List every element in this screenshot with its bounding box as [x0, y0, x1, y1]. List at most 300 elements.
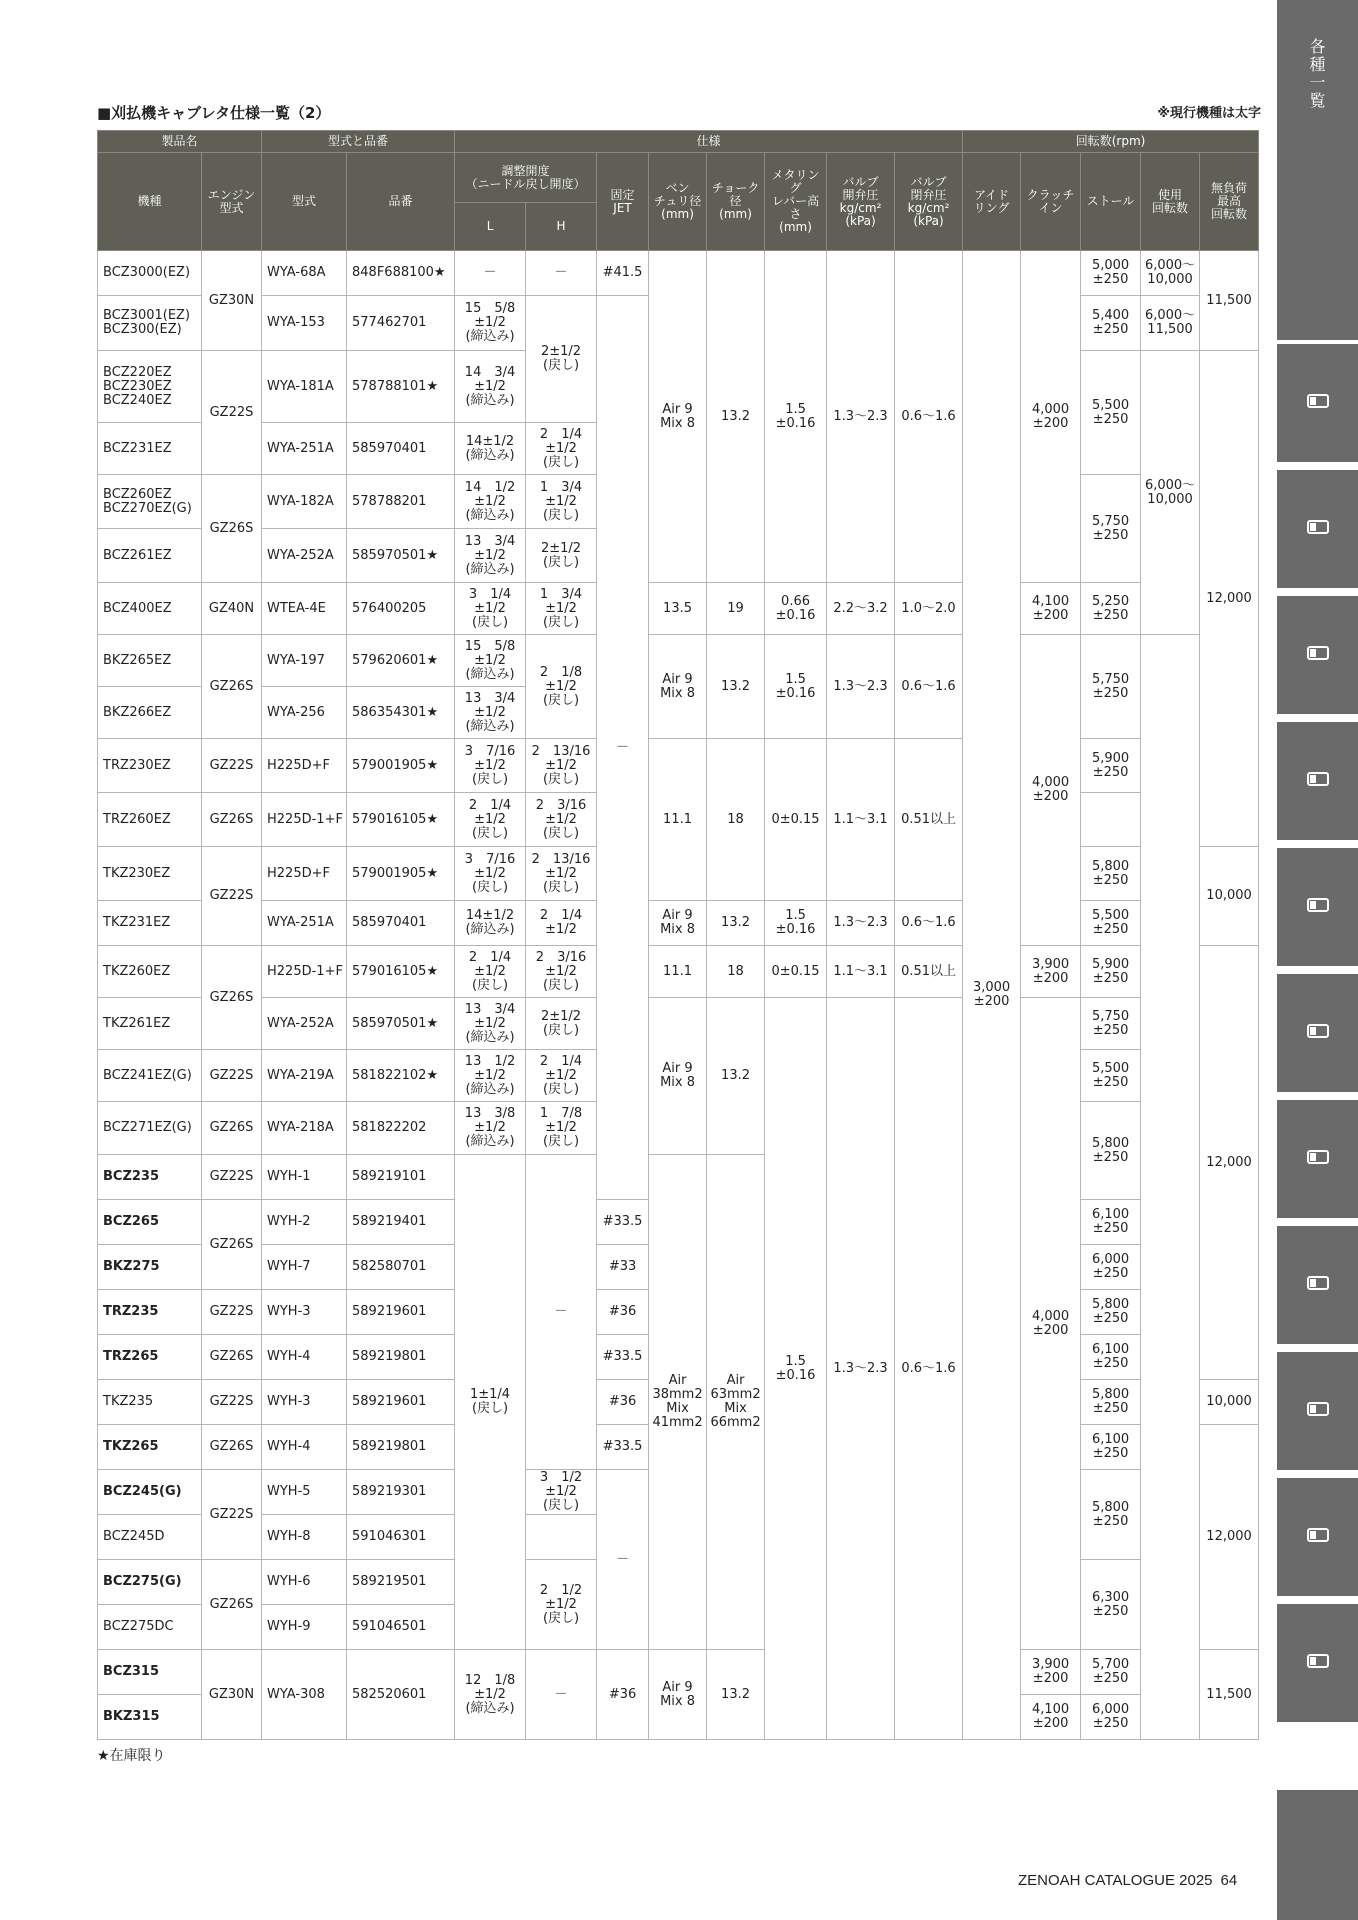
table-cell: GZ26S [202, 475, 262, 583]
table-cell: 5,750 ±250 [1081, 635, 1141, 739]
tab-cultivator[interactable] [1277, 1352, 1358, 1470]
table-cell: 579016105★ [347, 946, 455, 998]
table-cell: BCZ241EZ(G) [98, 1050, 202, 1102]
table-cell: TKZ231EZ [98, 901, 202, 946]
table-cell: 0.6～1.6 [895, 635, 963, 739]
table-cell: GZ26S [202, 1425, 262, 1470]
table-cell: 1.1～3.1 [827, 739, 895, 901]
table-cell: － [597, 1470, 649, 1650]
cultivator-icon [1303, 1394, 1333, 1428]
table-cell: 1±1/4 (戻し) [455, 1155, 526, 1650]
table-cell: 2 1/2 ±1/2 (戻し) [526, 1560, 597, 1650]
table-cell: GZ26S [202, 1200, 262, 1290]
table-cell: 13 3/8 ±1/2 (締込み) [455, 1102, 526, 1155]
table-cell: 13.5 [649, 583, 707, 635]
table-cell: GZ22S [202, 1380, 262, 1425]
table-cell: 577462701 [347, 296, 455, 351]
table-cell: WYA-308 [262, 1650, 347, 1740]
table-cell: WYH-3 [262, 1290, 347, 1335]
tab-label: 各 種 一 覧 [1309, 37, 1326, 110]
table-cell: 581822102★ [347, 1050, 455, 1102]
carburetor-spec-table [97, 130, 1259, 1740]
table-cell: TRZ230EZ [98, 739, 202, 793]
table-cell: 3 7/16 ±1/2 (戻し) [455, 739, 526, 793]
table-row [98, 901, 1259, 946]
table-cell: 12 1/8 ±1/2 (締込み) [455, 1650, 526, 1740]
table-cell: 3,900 ±200 [1021, 946, 1081, 998]
table-cell: 585970501★ [347, 529, 455, 583]
blower-icon [1303, 890, 1333, 924]
header-type-part: 型式と品番 [262, 131, 455, 153]
table-cell: － [526, 1650, 597, 1740]
table-cell: WYA-68A [262, 251, 347, 296]
table-cell: GZ40N [202, 583, 262, 635]
header-H: H [526, 203, 597, 251]
table-cell: 5,800 ±250 [1081, 1470, 1141, 1560]
table-cell: 585970401 [347, 901, 455, 946]
table-cell: 582520601 [347, 1650, 455, 1740]
table-cell: 2 1/4 ±1/2 (戻し) [455, 946, 526, 998]
sprayer-icon [1303, 1142, 1333, 1176]
table-cell: 6,000 ±250 [1081, 1245, 1141, 1290]
stock-footnote: ★在庫限り [97, 1748, 166, 1764]
table-cell: WYA-153 [262, 296, 347, 351]
table-cell: TKZ230EZ [98, 847, 202, 901]
table-cell: 0.66 ±0.16 [765, 583, 827, 635]
table-cell: WYH-9 [262, 1605, 347, 1650]
table-cell: 589219301 [347, 1470, 455, 1515]
table-cell [1141, 635, 1200, 1740]
table-cell: 578788201 [347, 475, 455, 529]
table-cell: GZ22S [202, 1155, 262, 1200]
table-cell: WYA-197 [262, 635, 347, 687]
table-cell: 5,900 ±250 [1081, 946, 1141, 998]
table-cell: 581822202 [347, 1102, 455, 1155]
table-cell: BCZ235 [98, 1155, 202, 1200]
table-cell: 12,000 [1200, 946, 1259, 1380]
table-cell: WYH-4 [262, 1335, 347, 1380]
table-cell: 0.51以上 [895, 946, 963, 998]
table-cell: Air 9 Mix 8 [649, 251, 707, 583]
table-cell: 579001905★ [347, 739, 455, 793]
table-cell: WYA-256 [262, 687, 347, 739]
table-cell: 585970401 [347, 423, 455, 475]
table-cell: 579001905★ [347, 847, 455, 901]
table-cell: 0.6～1.6 [895, 901, 963, 946]
table-cell: Air 9 Mix 8 [649, 635, 707, 739]
table-cell: TRZ235 [98, 1290, 202, 1335]
table-cell: 2 1/4 ±1/2 (戻し) [455, 793, 526, 847]
table-cell: #33.5 [597, 1200, 649, 1245]
header-venturi: ベン チュリ径 (mm) [649, 153, 707, 251]
table-cell: Air 9 Mix 8 [649, 901, 707, 946]
table-cell: 13 3/4 ±1/2 (締込み) [455, 998, 526, 1050]
table-cell: 5,500 ±250 [1081, 901, 1141, 946]
table-cell: GZ30N [202, 1650, 262, 1740]
table-cell: WYA-218A [262, 1102, 347, 1155]
table-cell: 1.5 ±0.16 [765, 635, 827, 739]
table-cell: GZ22S [202, 847, 262, 946]
table-cell: Air 9 Mix 8 [649, 1650, 707, 1740]
table-cell: 2±1/2 (戻し) [526, 529, 597, 583]
table-cell: 6,300 ±250 [1081, 1560, 1141, 1650]
table-cell: H225D-1+F [262, 793, 347, 847]
header-clutch: クラッチ イン [1021, 153, 1081, 251]
table-cell: 2 3/16 ±1/2 (戻し) [526, 793, 597, 847]
table-cell: 1.0～2.0 [895, 583, 963, 635]
table-cell: 1 7/8 ±1/2 (戻し) [526, 1102, 597, 1155]
header-use-rpm: 使用 回転数 [1141, 153, 1200, 251]
table-cell: 14 3/4 ±1/2 (締込み) [455, 351, 526, 423]
header-valve-close: バルブ 閉弁圧 kg/cm² (kPa) [895, 153, 963, 251]
table-cell: 11,500 [1200, 1650, 1259, 1740]
table-cell: BCZ275DC [98, 1605, 202, 1650]
table-cell: GZ22S [202, 351, 262, 475]
table-cell: GZ26S [202, 793, 262, 847]
table-cell: 18 [707, 946, 765, 998]
table-cell: 2±1/2 (戻し) [526, 296, 597, 423]
table-cell: 579016105★ [347, 793, 455, 847]
table-cell: GZ26S [202, 1335, 262, 1380]
table-cell: 2 1/4 ±1/2 (戻し) [526, 1050, 597, 1102]
table-cell: 10,000 [1200, 1380, 1259, 1425]
table-cell: 6,000～ 10,000 [1141, 351, 1200, 635]
table-cell: 589219601 [347, 1380, 455, 1425]
table-cell: 578788101★ [347, 351, 455, 423]
table-row [98, 998, 1259, 1050]
table-cell: 6,100 ±250 [1081, 1425, 1141, 1470]
tab-hedge-trimmer[interactable] [1277, 722, 1358, 840]
table-cell: GZ26S [202, 635, 262, 739]
table-row [98, 635, 1259, 687]
table-cell: 3 7/16 ±1/2 (戻し) [455, 847, 526, 901]
header-metering: メタリング レバー高さ (mm) [765, 153, 827, 251]
header-hinban: 品番 [347, 153, 455, 251]
table-cell: 11.1 [649, 946, 707, 998]
table-row [98, 251, 1259, 296]
table-cell: 6,000～ 11,500 [1141, 296, 1200, 351]
table-cell: － [597, 296, 649, 1200]
table-cell: 14±1/2 (締込み) [455, 901, 526, 946]
header-valve-open: バルブ 開弁圧 kg/cm² (kPa) [827, 153, 895, 251]
table-cell: 1.1～3.1 [827, 946, 895, 998]
header-katashiki: 型式 [262, 153, 347, 251]
tab-tank[interactable] [1277, 1226, 1358, 1344]
table-cell: WYH-2 [262, 1200, 347, 1245]
table-cell: BCZ400EZ [98, 583, 202, 635]
table-cell: 579620601★ [347, 635, 455, 687]
tab-auger[interactable] [1277, 974, 1358, 1092]
tank-icon [1303, 1268, 1333, 1302]
table-cell: BCZ315 [98, 1650, 202, 1695]
table-cell: 586354301★ [347, 687, 455, 739]
table-cell [1081, 793, 1141, 847]
table-cell: 5,000 ±250 [1081, 251, 1141, 296]
table-cell: #41.5 [597, 251, 649, 296]
table-cell: BCZ261EZ [98, 529, 202, 583]
table-cell: 3 1/2 ±1/2 (戻し) [526, 1470, 597, 1515]
table-cell: BCZ231EZ [98, 423, 202, 475]
table-cell: GZ22S [202, 739, 262, 793]
table-cell: 582580701 [347, 1245, 455, 1290]
table-cell: 6,100 ±250 [1081, 1335, 1141, 1380]
table-cell: WYA-251A [262, 423, 347, 475]
table-cell: 15 5/8 ±1/2 (締込み) [455, 296, 526, 351]
page-title: ■刈払機キャブレタ仕様一覧（2） [97, 104, 331, 122]
table-cell: 4,100 ±200 [1021, 583, 1081, 635]
table-row [98, 583, 1259, 635]
tab-gray[interactable] [1277, 1790, 1358, 1920]
table-cell: 5,700 ±250 [1081, 1650, 1141, 1695]
page-footer [1010, 1872, 1237, 1889]
table-cell: 5,750 ±250 [1081, 475, 1141, 583]
table-cell: － [455, 251, 526, 296]
table-cell: 13.2 [707, 1650, 765, 1740]
tab-sprayer[interactable] [1277, 1100, 1358, 1218]
table-cell: BCZ265 [98, 1200, 202, 1245]
page-number: 64 [1220, 1872, 1238, 1889]
table-cell: 2 3/16 ±1/2 (戻し) [526, 946, 597, 998]
table-cell: 6,000～ 10,000 [1141, 251, 1200, 296]
header-choke: チョーク 径 (mm) [707, 153, 765, 251]
header-product-name: 製品名 [98, 131, 262, 153]
table-cell: #33 [597, 1245, 649, 1290]
table-cell: 585970501★ [347, 998, 455, 1050]
table-cell: 0±0.15 [765, 739, 827, 901]
table-cell: 589219401 [347, 1200, 455, 1245]
header-L: L [455, 203, 526, 251]
table-cell: 13 1/2 ±1/2 (締込み) [455, 1050, 526, 1102]
table-cell: 2.2～3.2 [827, 583, 895, 635]
table-cell: 1.5 ±0.16 [765, 901, 827, 946]
table-cell: 12,000 [1200, 351, 1259, 847]
table-cell: 1.5 ±0.16 [765, 251, 827, 583]
table-cell: 19 [707, 583, 765, 635]
table-cell: WYA-219A [262, 1050, 347, 1102]
table-cell: 13.2 [707, 251, 765, 583]
table-cell: 1.3～2.3 [827, 998, 895, 1740]
table-cell: 0.6～1.6 [895, 998, 963, 1740]
table-cell: 2 1/8 ±1/2 (戻し) [526, 635, 597, 739]
table-cell: 5,750 ±250 [1081, 998, 1141, 1050]
table-cell: WYH-5 [262, 1470, 347, 1515]
table-cell: BCZ245D [98, 1515, 202, 1560]
table-cell: 1.5 ±0.16 [765, 998, 827, 1740]
battery-icon [1303, 386, 1333, 420]
table-cell: WYA-251A [262, 901, 347, 946]
table-row [98, 1650, 1259, 1695]
tab-trimmer[interactable] [1277, 470, 1358, 588]
tab-tractor[interactable] [1277, 1604, 1358, 1722]
tab-battery[interactable] [1277, 344, 1358, 462]
table-cell: 10,000 [1200, 847, 1259, 946]
table-cell: 6,000 ±250 [1081, 1695, 1141, 1740]
table-cell: GZ22S [202, 1470, 262, 1560]
table-cell: 5,800 ±250 [1081, 847, 1141, 901]
table-cell: BKZ265EZ [98, 635, 202, 687]
table-cell: 5,900 ±250 [1081, 739, 1141, 793]
table-cell: 848F688100★ [347, 251, 455, 296]
table-cell: 589219501 [347, 1560, 455, 1605]
table-cell: 13 3/4 ±1/2 (締込み) [455, 529, 526, 583]
table-cell: 0±0.15 [765, 946, 827, 998]
table-cell: GZ26S [202, 946, 262, 1050]
table-cell: 5,800 ±250 [1081, 1290, 1141, 1335]
sidebar [1277, 0, 1358, 1920]
table-cell: WTEA-4E [262, 583, 347, 635]
catalogue-name: ZENOAH CATALOGUE 2025 [1018, 1872, 1213, 1889]
header-idle: アイド リング [963, 153, 1021, 251]
table-cell: 13.2 [707, 901, 765, 946]
table-cell: GZ30N [202, 251, 262, 351]
table-cell: 5,400 ±250 [1081, 296, 1141, 351]
table-cell: 2 13/16 ±1/2 (戻し) [526, 739, 597, 793]
table-cell: #33.5 [597, 1335, 649, 1380]
table-cell: 5,500 ±250 [1081, 351, 1141, 475]
current-model-note: ※現行機種は太字 [1157, 106, 1261, 121]
table-cell: 14±1/2 (締込み) [455, 423, 526, 475]
table-cell: 589219801 [347, 1425, 455, 1470]
tab-chainsaw[interactable] [1277, 596, 1358, 714]
table-cell: BCZ220EZ BCZ230EZ BCZ240EZ [98, 351, 202, 423]
table-cell: TKZ260EZ [98, 946, 202, 998]
table-cell: WYA-182A [262, 475, 347, 529]
table-cell: Air 38mm2 Mix 41mm2 [649, 1155, 707, 1650]
header-fixed-jet: 固定 JET [597, 153, 649, 251]
header-model: 機種 [98, 153, 202, 251]
table-cell: WYA-252A [262, 529, 347, 583]
table-cell: BCZ3001(EZ) BCZ300(EZ) [98, 296, 202, 351]
header-adjust: 調整開度 （ニードル戻し開度） [455, 153, 597, 203]
table-cell: BCZ245(G) [98, 1470, 202, 1515]
table-cell: 11.1 [649, 739, 707, 901]
table-cell: GZ26S [202, 1102, 262, 1155]
table-cell: WYH-7 [262, 1245, 347, 1290]
table-cell: 1.3～2.3 [827, 635, 895, 739]
table-cell: 589219801 [347, 1335, 455, 1380]
tractor-icon [1303, 1646, 1333, 1680]
table-cell: 2 1/4 ±1/2 [526, 901, 597, 946]
table-cell: WYH-6 [262, 1560, 347, 1605]
header-stall: ストール [1081, 153, 1141, 251]
table-cell: WYH-4 [262, 1425, 347, 1470]
table-cell: #36 [597, 1290, 649, 1335]
chainsaw-icon [1303, 638, 1333, 672]
table-row [98, 739, 1259, 793]
table-cell: #36 [597, 1650, 649, 1740]
header-engine: エンジン 型式 [202, 153, 262, 251]
header-spec: 仕様 [455, 131, 963, 153]
table-cell: 1.3～2.3 [827, 901, 895, 946]
table-cell: 0.6～1.6 [895, 251, 963, 583]
table-cell: 3,900 ±200 [1021, 1650, 1081, 1695]
table-cell: BKZ275 [98, 1245, 202, 1290]
table-cell: 1.3～2.3 [827, 251, 895, 583]
table-cell: 2 13/16 ±1/2 (戻し) [526, 847, 597, 901]
table-cell: TKZ265 [98, 1425, 202, 1470]
table-cell: 5,800 ±250 [1081, 1380, 1141, 1425]
table-cell: #33.5 [597, 1425, 649, 1470]
auger-icon [1303, 1016, 1333, 1050]
table-cell: 13.2 [707, 635, 765, 739]
table-cell: 5,500 ±250 [1081, 1050, 1141, 1102]
table-cell: 14 1/2 ±1/2 (締込み) [455, 475, 526, 529]
table-cell: BCZ275(G) [98, 1560, 202, 1605]
table-cell: #36 [597, 1380, 649, 1425]
table-cell: － [526, 251, 597, 296]
table-cell: 4,000 ±200 [1021, 251, 1081, 583]
table-cell: － [526, 1155, 597, 1470]
table-cell: 3,000 ±200 [963, 251, 1021, 1740]
tab-all-list[interactable] [1277, 0, 1358, 340]
table-cell: TKZ261EZ [98, 998, 202, 1050]
table-cell: GZ26S [202, 1560, 262, 1650]
table-cell: 11,500 [1200, 251, 1259, 351]
header-noload-rpm: 無負荷 最高 回転数 [1200, 153, 1259, 251]
table-cell: GZ22S [202, 1050, 262, 1102]
table-cell: Air 63mm2 Mix 66mm2 [707, 1155, 765, 1650]
trimmer-icon [1303, 512, 1333, 546]
table-cell: 589219101 [347, 1155, 455, 1200]
table-cell: 576400205 [347, 583, 455, 635]
table-cell: 4,000 ±200 [1021, 998, 1081, 1650]
tab-mower[interactable] [1277, 1478, 1358, 1596]
table-cell: BKZ266EZ [98, 687, 202, 739]
table-cell: BCZ3000(EZ) [98, 251, 202, 296]
table-cell: 1 3/4 ±1/2 (戻し) [526, 475, 597, 529]
table-cell: Air 9 Mix 8 [649, 998, 707, 1155]
table-cell: 591046301 [347, 1515, 455, 1560]
table-cell: H225D+F [262, 847, 347, 901]
tab-blower[interactable] [1277, 848, 1358, 966]
table-cell: WYH-1 [262, 1155, 347, 1200]
hedge-trimmer-icon [1303, 764, 1333, 798]
header-rpm: 回転数(rpm) [963, 131, 1259, 153]
table-cell: TRZ260EZ [98, 793, 202, 847]
table-cell: 13.2 [707, 998, 765, 1155]
table-cell: 18 [707, 739, 765, 901]
table-cell: H225D-1+F [262, 946, 347, 998]
table-cell: 12,000 [1200, 1425, 1259, 1650]
table-cell: 3 1/4 ±1/2 (戻し) [455, 583, 526, 635]
table-cell: 5,250 ±250 [1081, 583, 1141, 635]
table-cell: 4,100 ±200 [1021, 1695, 1081, 1740]
table-cell: 5,800 ±250 [1081, 1102, 1141, 1200]
table-cell: WYA-181A [262, 351, 347, 423]
table-cell: 13 3/4 ±1/2 (締込み) [455, 687, 526, 739]
table-cell: 589219601 [347, 1290, 455, 1335]
table-cell: GZ22S [202, 1290, 262, 1335]
table-cell: TRZ265 [98, 1335, 202, 1380]
table-cell: WYH-3 [262, 1380, 347, 1425]
table-cell: WYH-8 [262, 1515, 347, 1560]
table-cell [526, 1515, 597, 1560]
table-cell: 591046501 [347, 1605, 455, 1650]
table-cell: 6,100 ±250 [1081, 1200, 1141, 1245]
table-cell: WYA-252A [262, 998, 347, 1050]
table-cell: 0.51以上 [895, 739, 963, 901]
table-cell: BCZ271EZ(G) [98, 1102, 202, 1155]
table-cell: 4,000 ±200 [1021, 635, 1081, 946]
table-cell: 1 3/4 ±1/2 (戻し) [526, 583, 597, 635]
table-cell: H225D+F [262, 739, 347, 793]
table-cell: 15 5/8 ±1/2 (締込み) [455, 635, 526, 687]
table-cell: BCZ260EZ BCZ270EZ(G) [98, 475, 202, 529]
table-cell: 2±1/2 (戻し) [526, 998, 597, 1050]
table-cell: TKZ235 [98, 1380, 202, 1425]
table-row [98, 946, 1259, 998]
table-cell: BKZ315 [98, 1695, 202, 1740]
